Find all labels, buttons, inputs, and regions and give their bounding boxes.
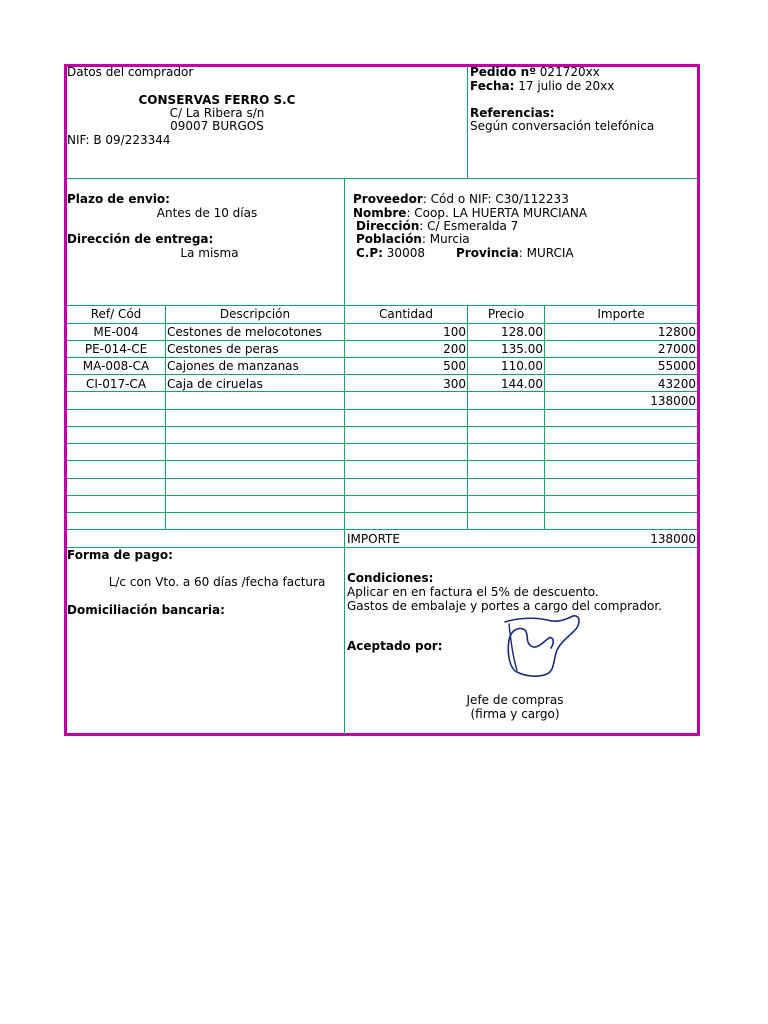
buyer-company: CONSERVAS FERRO S.C [138, 93, 296, 107]
buyer-header: Datos del comprador [67, 65, 194, 79]
conditions-label: Condiciones: [347, 571, 434, 585]
supplier-province-value: : MURCIA [518, 246, 574, 260]
order-date-value: 17 julio de 20xx [518, 79, 615, 93]
divider [67, 443, 697, 444]
buyer-address: C/ La Ribera s/n [169, 106, 265, 120]
order-date [470, 79, 614, 93]
row-amount: 55000 [657, 359, 696, 373]
divider [67, 323, 697, 324]
payment-value: L/c con Vto. a 60 días /fecha factura [108, 575, 326, 589]
order-ref-label: Referencias: [470, 106, 555, 120]
col-header-ref: Ref/ Cód [90, 307, 142, 321]
divider [67, 391, 697, 392]
row-description: Cestones de melocotones [167, 325, 322, 339]
supplier-name-value: : Coop. LA HUERTA MURCIANA [406, 206, 588, 220]
row-quantity: 100 [443, 325, 466, 339]
delivery-value: La misma [180, 246, 239, 260]
supplier-town-value: : Murcia [421, 232, 470, 246]
order-date-label: Fecha: [470, 79, 515, 93]
divider [67, 512, 697, 513]
col-header-quantity: Cantidad [379, 307, 433, 321]
order-number-value: 021720xx [539, 65, 600, 79]
row-amount: 12800 [657, 325, 696, 339]
order-number [470, 65, 600, 79]
shipping-term-label: Plazo de envio: [67, 192, 170, 206]
row-quantity: 300 [443, 377, 466, 391]
supplier-code [353, 192, 569, 206]
divider [67, 340, 697, 341]
row-description: Caja de ciruelas [167, 377, 263, 391]
row-description: Cestones de peras [167, 342, 279, 356]
divider [67, 409, 697, 410]
supplier-town-label: Población [356, 232, 422, 246]
shipping-term-value: Antes de 10 días [156, 206, 258, 220]
divider [67, 495, 697, 496]
conditions-line-2: Gastos de embalaje y portes a cargo del comprador. [347, 599, 662, 613]
supplier-code-value: : Cód o NIF: C30/112233 [422, 192, 569, 206]
supplier-postcode-label: C.P: [356, 246, 383, 260]
supplier-name-label: Nombre [353, 206, 407, 220]
supplier-name [353, 206, 587, 220]
supplier-province-label: Provincia [456, 246, 519, 260]
buyer-city: 09007 BURGOS [170, 119, 264, 133]
supplier-postcode [356, 246, 425, 260]
divider [344, 178, 345, 305]
divider [67, 178, 697, 179]
col-header-amount: Importe [597, 307, 645, 321]
row-ref: ME-004 [93, 325, 139, 339]
row-ref: PE-014-CE [84, 342, 148, 356]
col-header-description: Descripción [219, 307, 291, 321]
total-amount: 138000 [650, 532, 696, 546]
divider [67, 529, 697, 530]
supplier-postcode-value: 30008 [386, 246, 425, 260]
divider [67, 478, 697, 479]
order-number-label: Pedido nº [470, 65, 536, 79]
row-quantity: 200 [443, 342, 466, 356]
divider [467, 67, 468, 178]
row-price: 128.00 [501, 325, 543, 339]
bank-label: Domiciliación bancaria: [67, 603, 225, 617]
accepted-label: Aceptado por: [347, 639, 443, 653]
conditions-line-1: Aplicar en en factura el 5% de descuento. [347, 585, 599, 599]
row-quantity: 500 [443, 359, 466, 373]
row-amount: 43200 [657, 377, 696, 391]
row-ref: MA-008-CA [82, 359, 150, 373]
row-amount: 27000 [657, 342, 696, 356]
divider [67, 357, 697, 358]
supplier-province [456, 246, 574, 260]
divider [67, 305, 697, 306]
payment-label: Forma de pago: [67, 548, 173, 562]
supplier-address [356, 219, 518, 233]
row-price: 110.00 [501, 359, 543, 373]
divider [67, 426, 697, 427]
signature-scribble [495, 612, 585, 682]
subtotal-amount: 138000 [650, 394, 696, 408]
total-label: IMPORTE [347, 532, 400, 546]
divider [67, 374, 697, 375]
row-price: 144.00 [501, 377, 543, 391]
signer-role: Jefe de compras [466, 693, 564, 707]
divider [165, 305, 166, 529]
row-ref: CI-017-CA [85, 377, 147, 391]
row-price: 135.00 [501, 342, 543, 356]
supplier-code-label: Proveedor [353, 192, 423, 206]
supplier-address-value: : C/ Esmeralda 7 [419, 219, 519, 233]
col-header-price: Precio [487, 307, 525, 321]
row-description: Cajones de manzanas [167, 359, 299, 373]
delivery-label: Dirección de entrega: [67, 232, 214, 246]
buyer-nif: NIF: B 09/223344 [67, 133, 171, 147]
supplier-town [356, 232, 470, 246]
order-ref-value: Según conversación telefónica [470, 119, 655, 133]
supplier-address-label: Dirección [356, 219, 420, 233]
signer-note: (firma y cargo) [470, 707, 560, 721]
divider [67, 460, 697, 461]
